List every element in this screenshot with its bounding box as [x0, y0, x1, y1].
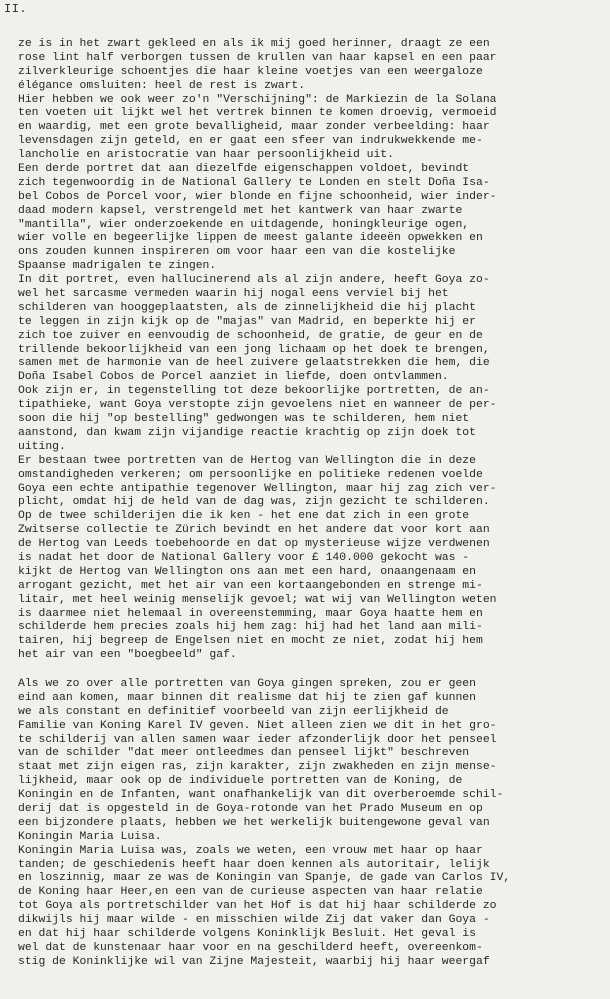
text-line: de Hertog van Leeds toebehoorde en dat op mysterieuse wijze verdwenen — [18, 538, 490, 551]
text-line: lancholie en aristocratie van haar persoonlijkheid uit. — [18, 149, 394, 162]
text-line: zich tegenwoordig in de National Gallery te Londen en stelt Doña Isa- — [18, 176, 490, 189]
text-line: de Koning haar Heer,en een van de curieuse aspecten van haar relatie — [18, 886, 483, 899]
text-line: Zwitserse collectie te Zürich bevindt en het andere dat voor kort aan — [18, 524, 490, 537]
text-line: Als we zo over alle portretten van Goya gingen spreken, zou er geen — [18, 678, 476, 690]
text-line: plicht, omdat hij de held van de dag was, zijn gezicht te schilderen. — [18, 496, 490, 509]
text-line: we als constant en definitief voorbeeld van zijn eerlijkheid de — [18, 705, 449, 718]
text-line: een bijzondere plaats, hebben we het werkelijk buitengewone geval van — [18, 816, 490, 829]
text-line: Koningin Maria Luisa was, zoals we weten, een vrouw met haar op haar — [18, 844, 483, 857]
text-line: Op de twee schilderijen die ik ken - het ene dat zich in een grote — [18, 510, 470, 523]
text-line: Ook zijn er, in tegenstelling tot deze bekoorlijke portretten, de an- — [18, 385, 490, 398]
text-line: "mantilla", wier onderzoekende en uitdagende, honingkleurige ogen, — [18, 218, 470, 231]
text-line: ten voeten uit lijkt wel het vertrek binnen te komen droevig, vermoeid — [18, 107, 497, 120]
text-line: uiting. — [18, 440, 66, 453]
text-line: tanden; de geschiedenis heeft haar doen kennen als autoritair, lelijk — [18, 858, 490, 871]
text-line: tipathieke, want Goya verstopte zijn gevoelens niet en wanneer de per- — [18, 399, 497, 412]
text-line: en dat hij haar schilderde volgens Koninklijk Besluit. Het geval is — [18, 928, 476, 941]
text-line: aanstond, dan kwam zijn vijandige reactie krachtig op zijn doek tot — [18, 426, 476, 439]
text-line: rose lint half verborgen tussen de krullen van haar kapsel en een paar — [18, 51, 497, 64]
text-line: en loszinnig, maar ze was de Koningin van Spanje, de gade van Carlos IV, — [18, 872, 511, 885]
text-line: Er bestaan twee portretten van de Hertog van Wellington die in deze — [18, 454, 476, 467]
text-line: tot Goya als portretschilder van het Hof is dat hij haar schilderde zo — [18, 900, 497, 913]
text-line: wier volle en begeerlijke lippen de meest galante ideeën opwekken en — [18, 232, 483, 245]
text-line: Doña Isabel Cobos de Porcel aanziet in liefde, doen ontvlammen. — [18, 371, 449, 384]
text-line: ze is in het zwart gekleed en als ik mij goed herinner, draagt ze een — [18, 38, 490, 50]
text-block-second — [18, 678, 610, 970]
text-line: samen met de harmonie van de heel zuivere gelaatstrekken die hem, die — [18, 357, 490, 370]
text-line: Koningin en de Infanten, want onafhankelijk van dit overberoemde schil- — [18, 789, 504, 802]
text-line: levensdagen zijn geteld, en er gaat een sfeer van indrukwekkende me- — [18, 135, 483, 148]
text-line: Koningin Maria Luisa. — [18, 830, 162, 843]
text-line: is nadat het door de National Gallery voor £ 140.000 gekocht was - — [18, 551, 470, 564]
text-line: tairen, hij begreep de Engelsen niet en mocht ze niet, zodat hij hem — [18, 635, 483, 648]
text-line: arrogant gezicht, met het air van een kortaangebonden en strenge mi- — [18, 579, 483, 592]
text-line: Goya een echte antipathie tegenover Wellington, maar hij zag zich ver- — [18, 482, 497, 495]
text-line: omstandigheden verkeren; om persoonlijke en politieke redenen voelde — [18, 468, 483, 481]
text-line: zich toe zuiver en eenvoudig de schoonheid, de gratie, de geur en de — [18, 329, 483, 342]
text-line: wel het sarcasme vermeden waarin hij nogal eens verviel bij het — [18, 288, 449, 301]
text-line: soon die hij "op bestelling" gedwongen was te schilderen, hem niet — [18, 413, 470, 426]
text-line: daad modern kapsel, verstrengeld met het kantwerk van haar zwarte — [18, 204, 463, 217]
text-block-first — [18, 38, 610, 663]
text-line: Hier hebben we ook weer zo'n "Verschijning": de Markiezin de la Solana — [18, 93, 497, 106]
text-line: kijkt de Hertog van Wellington ons aan met een hard, onaangenaam en — [18, 565, 476, 578]
text-line: te schilderij van allen samen waar ieder afzonderlijk door het penseel — [18, 733, 497, 746]
text-line: ons zouden kunnen inspireren om voor haar een van die kostelijke — [18, 246, 456, 259]
text-line: schilderen van hooggeplaatsten, als de zinnelijkheid die hij placht — [18, 301, 476, 314]
text-line: van de schilder "dat meer ontleedmes dan penseel lijkt" beschreven — [18, 747, 470, 760]
text-line: bel Cobos de Porcel voor, wier blonde en fijne schoonheid, wier inder- — [18, 190, 497, 203]
text-line: élégance omsluiten: heel de rest is zwart. — [18, 79, 306, 92]
text-line: eind aan komen, maar binnen dit realisme dat hij te zien gaf kunnen — [18, 691, 476, 704]
text-line: dikwijls hij maar wilde - en misschien wilde Zij dat vaker dan Goya - — [18, 914, 490, 927]
text-line: Een derde portret dat aan diezelfde eigenschappen voldoet, bevindt — [18, 163, 470, 176]
text-line: te leggen in zijn kijk op de "majas" van Madrid, en beperkte hij er — [18, 315, 476, 328]
text-line: het air van een "boegbeeld" gaf. — [18, 649, 237, 662]
text-line: trillende bekoorlijkheid van een jong lichaam op het doek te brengen, — [18, 343, 490, 356]
text-line: en waardig, met een grote bevalligheid, maar zonder verbeelding: haar — [18, 121, 490, 134]
text-line: Spaanse madrigalen te zingen. — [18, 260, 217, 273]
text-line: Familie van Koning Karel IV geven. Niet alleen zien we dit in het gro- — [18, 719, 497, 732]
text-line: litair, met heel weinig menselijk gevoel; wat wij van Wellington weten — [18, 593, 497, 606]
text-line: is daarmee niet helemaal in overeenstemming, maar Goya haatte hem en — [18, 607, 483, 620]
page-number: II. — [4, 2, 28, 16]
text-line: schilderde hem precies zoals hij hem zag: hij had het land aan mili- — [18, 621, 483, 634]
text-line: staat met zijn eigen ras, zijn karakter, zijn zwakheden en zijn mense- — [18, 761, 497, 774]
text-line: zilverkleurige schoentjes die haar kleine voetjes van een weergaloze — [18, 65, 483, 78]
text-line: derij dat is opgesteld in de Goya-rotonde van het Prado Museum en op — [18, 803, 483, 816]
text-line: wel dat de kunstenaar haar voor en na geschilderd heeft, overeenkom- — [18, 941, 483, 954]
text-line: lijkheid, maar ook op de individuele portretten van de Koning, de — [18, 775, 463, 788]
text-line: In dit portret, even hallucinerend als al zijn andere, heeft Goya zo- — [18, 274, 490, 287]
text-line: stig de Koninklijke wil van Zijne Majesteit, waarbij hij haar weergaf — [18, 955, 490, 968]
